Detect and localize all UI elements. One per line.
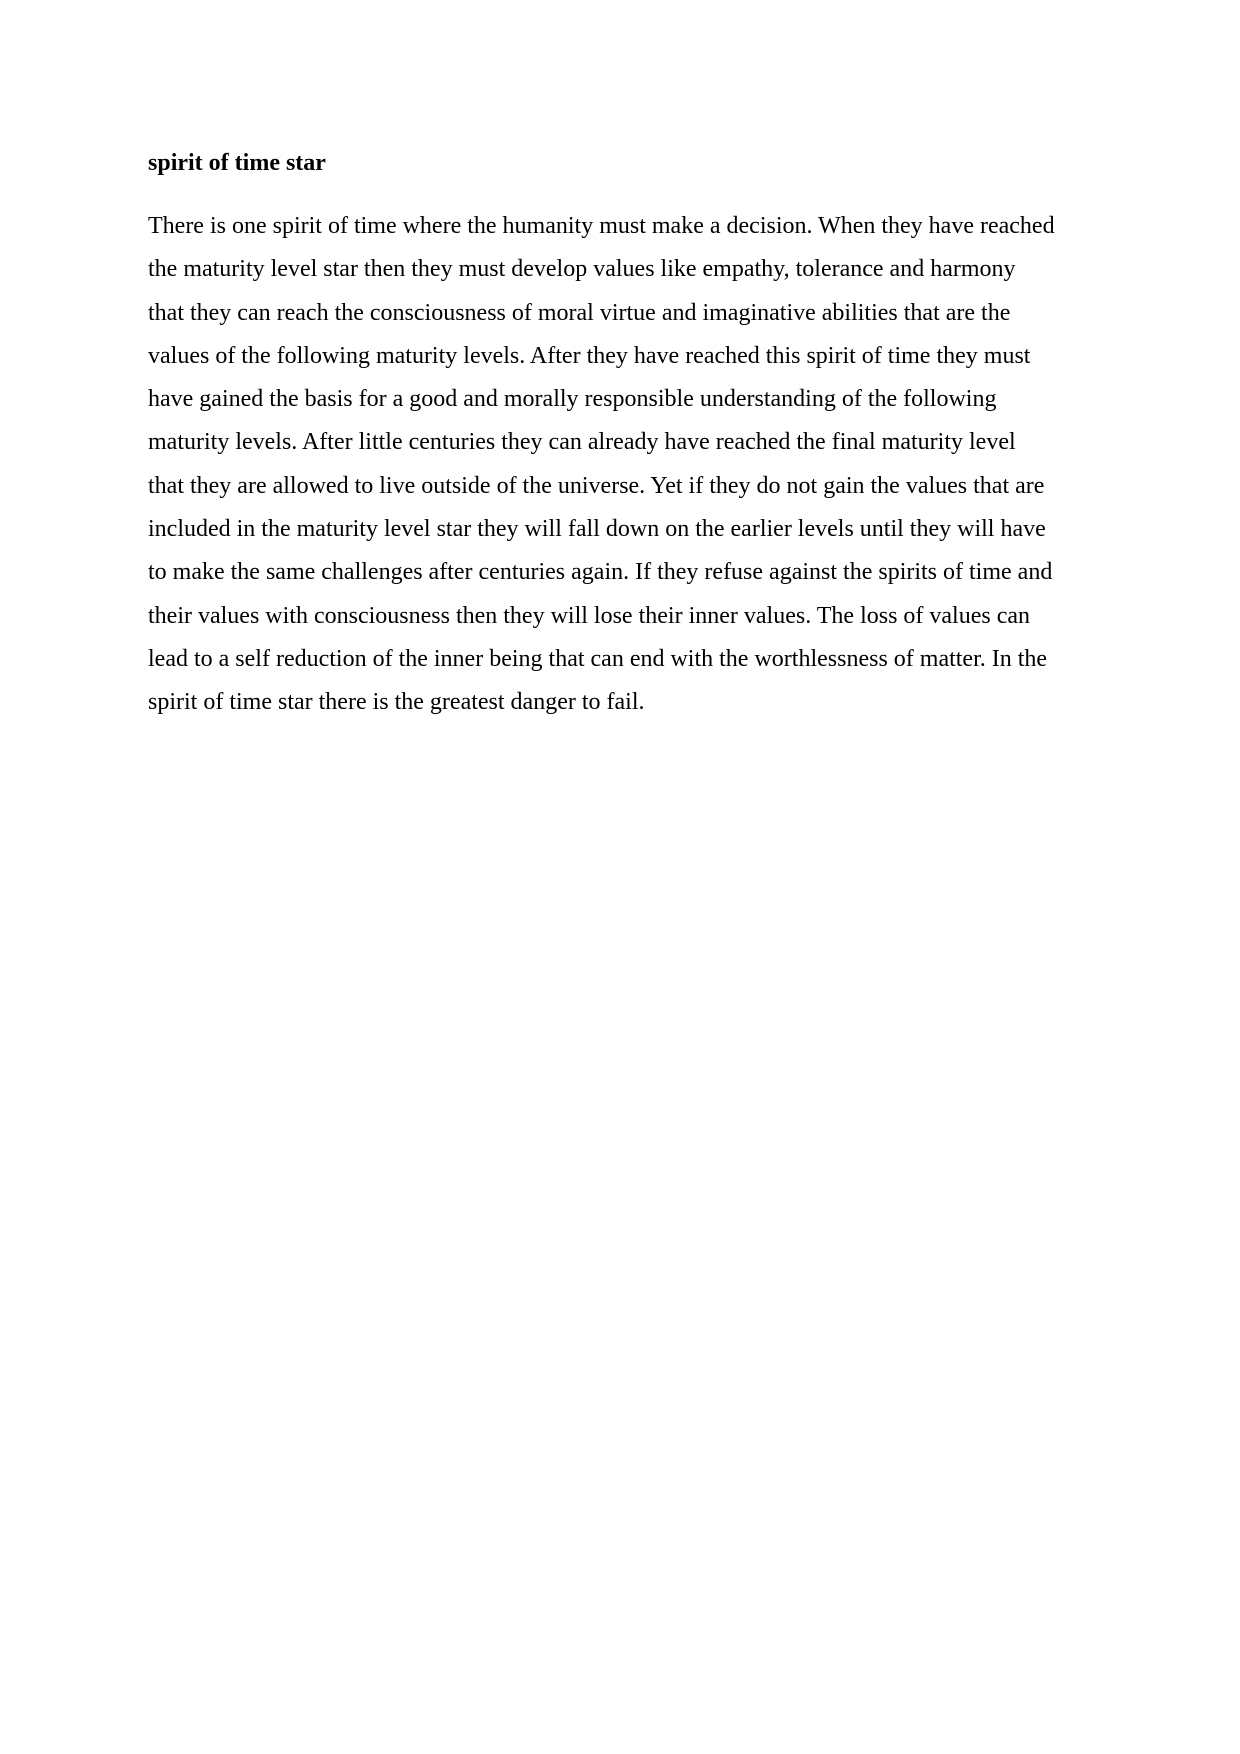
document-heading: spirit of time star (148, 150, 326, 176)
paragraph-line: included in the maturity level star they will fall down on the earlier levels until they will have (148, 516, 1046, 543)
paragraph-line: that they are allowed to live outside of the universe. Yet if they do not gain the values that are (148, 472, 1045, 499)
paragraph-line: spirit of time star there is the greatest danger to fail. (148, 689, 645, 716)
paragraph-line: values of the following maturity levels. After they have reached this spirit of time they must (148, 342, 1031, 369)
paragraph-line: their values with consciousness then they will lose their inner values. The loss of values can (148, 602, 1031, 629)
paragraph-line: lead to a self reduction of the inner being that can end with the worthlessness of matter. In the (148, 645, 1048, 672)
paragraph-line: the maturity level star then they must develop values like empathy, tolerance and harmony (148, 256, 1016, 283)
paragraph-line: maturity levels. After little centuries they can already have reached the final maturity level (148, 429, 1016, 456)
paragraph-line: There is one spirit of time where the humanity must make a decision. When they have reached (148, 213, 1055, 239)
paragraph-line: that they can reach the consciousness of moral virtue and imaginative abilities that are the (148, 299, 1011, 326)
paragraph-line: to make the same challenges after centuries again. If they refuse against the spirits of time and (148, 559, 1053, 586)
document-paragraph (148, 205, 1055, 725)
paragraph-line: have gained the basis for a good and morally responsible understanding of the following (148, 386, 997, 413)
